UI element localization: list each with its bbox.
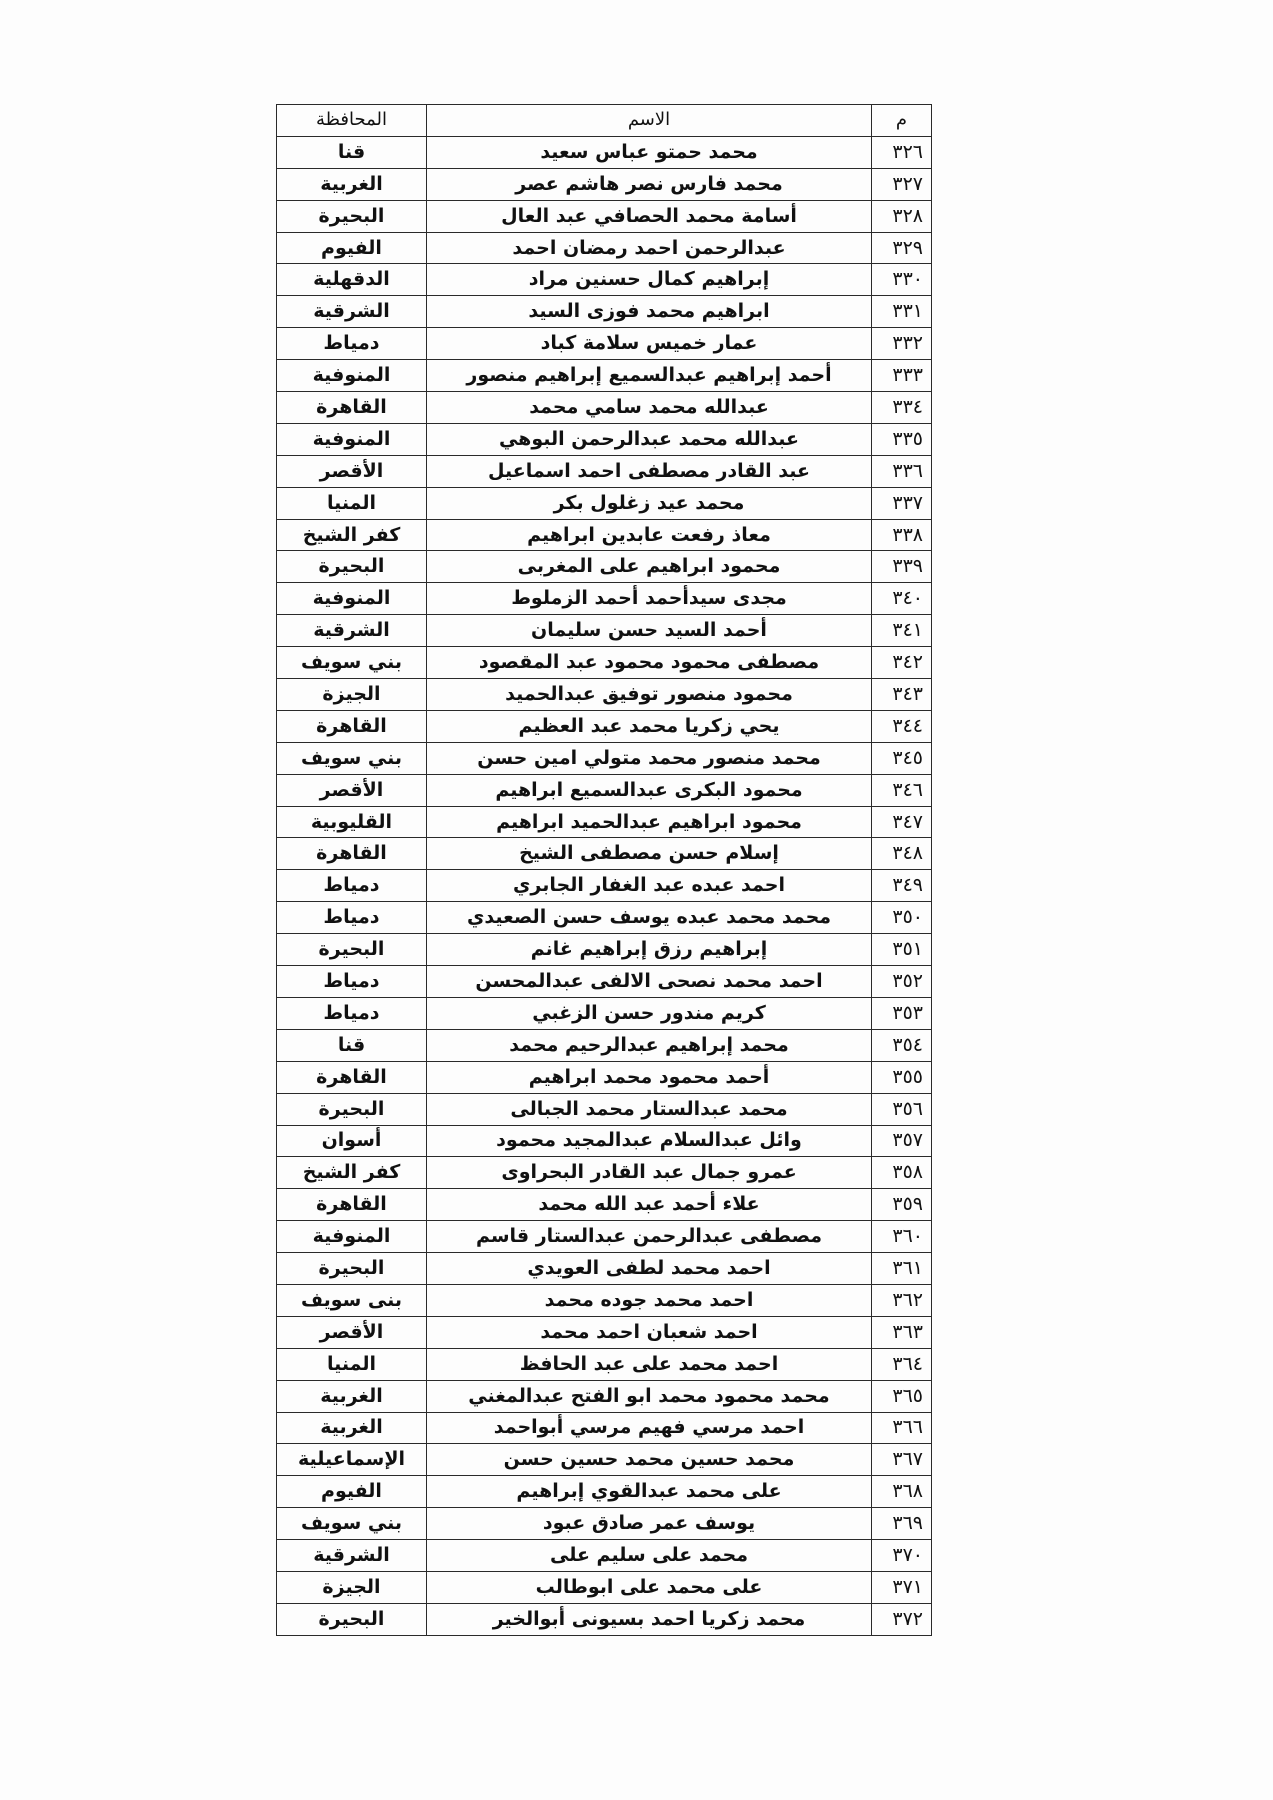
table-row	[277, 742, 932, 774]
row-number: ٣٢٨	[872, 200, 932, 232]
person-name: أسامة محمد الحصافي عبد العال	[427, 200, 872, 232]
person-name: يوسف عمر صادق عبود	[427, 1508, 872, 1540]
table-row	[277, 1412, 932, 1444]
row-number: ٣٣٨	[872, 519, 932, 551]
table-row	[277, 200, 932, 232]
table-row	[277, 1508, 932, 1540]
table-row	[277, 519, 932, 551]
governorate: دمياط	[277, 870, 427, 902]
table-row	[277, 1061, 932, 1093]
table-row	[277, 1476, 932, 1508]
governorate: البحيرة	[277, 551, 427, 583]
row-number: ٣٣٠	[872, 264, 932, 296]
person-name: على محمد عبدالقوي إبراهيم	[427, 1476, 872, 1508]
governorate: المنيا	[277, 1348, 427, 1380]
row-number: ٣٤٦	[872, 774, 932, 806]
governorate: الغربية	[277, 168, 427, 200]
row-number: ٣٥٦	[872, 1093, 932, 1125]
row-number: ٣٢٦	[872, 136, 932, 168]
governorate: الإسماعيلية	[277, 1444, 427, 1476]
governorate: الأقصر	[277, 1316, 427, 1348]
table-row	[277, 934, 932, 966]
governorate: المنيا	[277, 487, 427, 519]
row-number: ٣٣٩	[872, 551, 932, 583]
row-number: ٣٥٢	[872, 966, 932, 998]
governorate: القاهرة	[277, 1189, 427, 1221]
row-number: ٣٢٧	[872, 168, 932, 200]
row-number: ٣٥١	[872, 934, 932, 966]
person-name: مصطفى عبدالرحمن عبدالستار قاسم	[427, 1221, 872, 1253]
person-name: محمد على سليم على	[427, 1540, 872, 1572]
row-number: ٣٥٥	[872, 1061, 932, 1093]
governorate: القاهرة	[277, 710, 427, 742]
person-name: احمد محمد جوده محمد	[427, 1284, 872, 1316]
person-name: أحمد السيد حسن سليمان	[427, 615, 872, 647]
table-row	[277, 1380, 932, 1412]
person-name: محمد محمد عبده يوسف حسن الصعيدي	[427, 902, 872, 934]
person-name: احمد شعبان احمد محمد	[427, 1316, 872, 1348]
row-number: ٣٥٠	[872, 902, 932, 934]
table-row	[277, 296, 932, 328]
governorate: المنوفية	[277, 360, 427, 392]
row-number: ٣٦١	[872, 1253, 932, 1285]
governorate: دمياط	[277, 902, 427, 934]
table-row	[277, 710, 932, 742]
row-number: ٣٦٣	[872, 1316, 932, 1348]
person-name: عبدالرحمن احمد رمضان احمد	[427, 232, 872, 264]
person-name: يحي زكريا محمد عبد العظيم	[427, 710, 872, 742]
governorate: المنوفية	[277, 423, 427, 455]
governorate: أسوان	[277, 1125, 427, 1157]
person-name: مجدى سيدأحمد أحمد الزملوط	[427, 583, 872, 615]
governorate: الغربية	[277, 1380, 427, 1412]
person-name: محمود ابراهيم عبدالحميد ابراهيم	[427, 806, 872, 838]
table-row	[277, 136, 932, 168]
person-name: عبدالله محمد سامي محمد	[427, 392, 872, 424]
person-name: إبراهيم رزق إبراهيم غانم	[427, 934, 872, 966]
table-row	[277, 1253, 932, 1285]
governorate: المنوفية	[277, 1221, 427, 1253]
row-number: ٣٤٧	[872, 806, 932, 838]
table-row	[277, 551, 932, 583]
row-number: ٣٦٩	[872, 1508, 932, 1540]
governorate: دمياط	[277, 997, 427, 1029]
table-row	[277, 1189, 932, 1221]
governorate: البحيرة	[277, 1253, 427, 1285]
person-name: محمد منصور محمد متولي امين حسن	[427, 742, 872, 774]
governorate: القاهرة	[277, 838, 427, 870]
person-name: احمد محمد نصحى الالفى عبدالمحسن	[427, 966, 872, 998]
row-number: ٣٦٧	[872, 1444, 932, 1476]
table-row	[277, 1571, 932, 1603]
table-row	[277, 870, 932, 902]
table-row	[277, 806, 932, 838]
row-number: ٣٣٤	[872, 392, 932, 424]
row-number: ٣٤٤	[872, 710, 932, 742]
governorate: البحيرة	[277, 200, 427, 232]
table-row	[277, 679, 932, 711]
governorate: القاهرة	[277, 392, 427, 424]
row-number: ٣٦٥	[872, 1380, 932, 1412]
governorate: الفيوم	[277, 1476, 427, 1508]
governorate: البحيرة	[277, 934, 427, 966]
names-table	[276, 104, 932, 1636]
table-row	[277, 1157, 932, 1189]
governorate: البحيرة	[277, 1093, 427, 1125]
person-name: على محمد على ابوطالب	[427, 1571, 872, 1603]
row-number: ٣٦٦	[872, 1412, 932, 1444]
person-name: محمد فارس نصر هاشم عصر	[427, 168, 872, 200]
person-name: محمد حمتو عباس سعيد	[427, 136, 872, 168]
governorate: القاهرة	[277, 1061, 427, 1093]
governorate: بني سويف	[277, 647, 427, 679]
governorate: الفيوم	[277, 232, 427, 264]
table-body	[277, 136, 932, 1635]
governorate: قنا	[277, 1029, 427, 1061]
governorate: الأقصر	[277, 774, 427, 806]
person-name: محمد عيد زغلول بكر	[427, 487, 872, 519]
person-name: وائل عبدالسلام عبدالمجيد محمود	[427, 1125, 872, 1157]
governorate: الأقصر	[277, 455, 427, 487]
table-row	[277, 774, 932, 806]
table-row	[277, 997, 932, 1029]
row-number: ٣٥٧	[872, 1125, 932, 1157]
person-name: مصطفى محمود محمود عبد المقصود	[427, 647, 872, 679]
person-name: عمرو جمال عبد القادر البحراوى	[427, 1157, 872, 1189]
row-number: ٣٣١	[872, 296, 932, 328]
table-row	[277, 232, 932, 264]
table-row	[277, 1603, 932, 1635]
row-number: ٣٢٩	[872, 232, 932, 264]
table-row	[277, 615, 932, 647]
row-number: ٣٣٣	[872, 360, 932, 392]
person-name: احمد مرسي فهيم مرسي أبواحمد	[427, 1412, 872, 1444]
table-row	[277, 328, 932, 360]
person-name: محمود ابراهيم على المغربى	[427, 551, 872, 583]
person-name: محمد محمود محمد ابو الفتح عبدالمغني	[427, 1380, 872, 1412]
governorate: دمياط	[277, 328, 427, 360]
person-name: احمد محمد لطفى العويدي	[427, 1253, 872, 1285]
row-number: ٣٧٢	[872, 1603, 932, 1635]
table-row	[277, 455, 932, 487]
row-number: ٣٣٥	[872, 423, 932, 455]
governorate: بني سويف	[277, 1508, 427, 1540]
governorate: الدقهلية	[277, 264, 427, 296]
governorate: القليوبية	[277, 806, 427, 838]
governorate: الجيزة	[277, 1571, 427, 1603]
person-name: علاء أحمد عبد الله محمد	[427, 1189, 872, 1221]
row-number: ٣٤٣	[872, 679, 932, 711]
table-row	[277, 1284, 932, 1316]
table-row	[277, 423, 932, 455]
person-name: كريم مندور حسن الزغبي	[427, 997, 872, 1029]
row-number: ٣٥٣	[872, 997, 932, 1029]
governorate: قنا	[277, 136, 427, 168]
row-number: ٣٤٢	[872, 647, 932, 679]
governorate: الشرقية	[277, 1540, 427, 1572]
row-number: ٣٦٤	[872, 1348, 932, 1380]
person-name: احمد عبده عبد الغفار الجابري	[427, 870, 872, 902]
table-row	[277, 487, 932, 519]
table-row	[277, 1029, 932, 1061]
row-number: ٣٤٠	[872, 583, 932, 615]
governorate: المنوفية	[277, 583, 427, 615]
table-row	[277, 902, 932, 934]
governorate: كفر الشيخ	[277, 519, 427, 551]
row-number: ٣٤٥	[872, 742, 932, 774]
person-name: محمود البكرى عبدالسميع ابراهيم	[427, 774, 872, 806]
governorate: الغربية	[277, 1412, 427, 1444]
person-name: عمار خميس سلامة كباد	[427, 328, 872, 360]
person-name: محمود منصور توفيق عبدالحميد	[427, 679, 872, 711]
row-number: ٣٦٨	[872, 1476, 932, 1508]
table-row	[277, 647, 932, 679]
row-number: ٣٥٤	[872, 1029, 932, 1061]
table-header-row	[277, 105, 932, 137]
row-number: ٣٦٢	[872, 1284, 932, 1316]
column-header-number: م	[872, 105, 932, 137]
table-row	[277, 1540, 932, 1572]
person-name: محمد عبدالستار محمد الجبالى	[427, 1093, 872, 1125]
person-name: إسلام حسن مصطفى الشيخ	[427, 838, 872, 870]
table-row	[277, 360, 932, 392]
governorate: البحيرة	[277, 1603, 427, 1635]
table-row	[277, 168, 932, 200]
person-name: أحمد إبراهيم عبدالسميع إبراهيم منصور	[427, 360, 872, 392]
row-number: ٣٣٦	[872, 455, 932, 487]
person-name: احمد محمد على عبد الحافظ	[427, 1348, 872, 1380]
row-number: ٣٤٩	[872, 870, 932, 902]
person-name: ابراهيم محمد فوزى السيد	[427, 296, 872, 328]
table-row	[277, 392, 932, 424]
table-row	[277, 1125, 932, 1157]
column-header-name: الاسم	[427, 105, 872, 137]
person-name: محمد زكريا احمد بسيونى أبوالخير	[427, 1603, 872, 1635]
person-name: أحمد محمود محمد ابراهيم	[427, 1061, 872, 1093]
table-row	[277, 1221, 932, 1253]
governorate: بنى سويف	[277, 1284, 427, 1316]
table-row	[277, 264, 932, 296]
governorate: دمياط	[277, 966, 427, 998]
governorate: الشرقية	[277, 615, 427, 647]
row-number: ٣٤٨	[872, 838, 932, 870]
person-name: إبراهيم كمال حسنين مراد	[427, 264, 872, 296]
row-number: ٣٣٧	[872, 487, 932, 519]
row-number: ٣٥٩	[872, 1189, 932, 1221]
column-header-governorate: المحافظة	[277, 105, 427, 137]
table-row	[277, 966, 932, 998]
row-number: ٣٧١	[872, 1571, 932, 1603]
row-number: ٣٣٢	[872, 328, 932, 360]
person-name: عبد القادر مصطفى احمد اسماعيل	[427, 455, 872, 487]
row-number: ٣٥٨	[872, 1157, 932, 1189]
governorate: الجيزة	[277, 679, 427, 711]
table-row	[277, 1093, 932, 1125]
table-row	[277, 1348, 932, 1380]
row-number: ٣٤١	[872, 615, 932, 647]
person-name: معاذ رفعت عابدين ابراهيم	[427, 519, 872, 551]
person-name: محمد حسين محمد حسين حسن	[427, 1444, 872, 1476]
row-number: ٣٦٠	[872, 1221, 932, 1253]
governorate: بني سويف	[277, 742, 427, 774]
table-row	[277, 838, 932, 870]
row-number: ٣٧٠	[872, 1540, 932, 1572]
governorate: كفر الشيخ	[277, 1157, 427, 1189]
governorate: الشرقية	[277, 296, 427, 328]
table-row	[277, 1316, 932, 1348]
person-name: عبدالله محمد عبدالرحمن البوهي	[427, 423, 872, 455]
table-row	[277, 1444, 932, 1476]
table-row	[277, 583, 932, 615]
person-name: محمد إبراهيم عبدالرحيم محمد	[427, 1029, 872, 1061]
